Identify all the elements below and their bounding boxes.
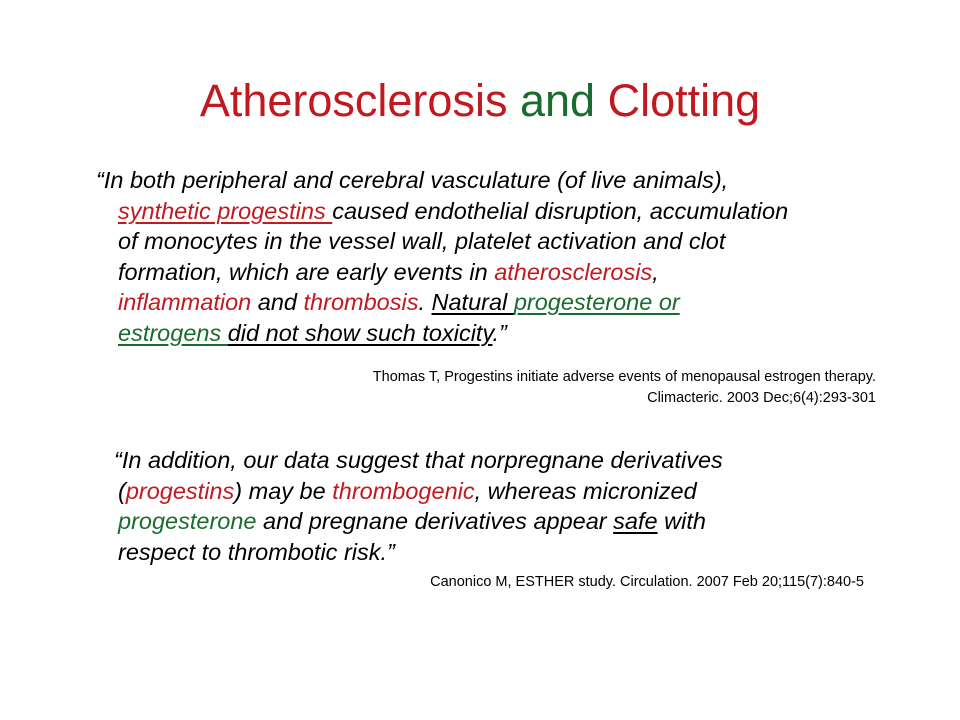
quote-text: and <box>251 289 304 315</box>
term-progesterone-or: progesterone or <box>513 289 680 315</box>
citation-thomas <box>373 367 876 409</box>
term-inflammation: inflammation <box>118 289 252 315</box>
term-no-toxicity: did not show such toxicity <box>227 319 493 346</box>
citation-line: Climacteric. 2003 Dec;6(4):293-301 <box>647 390 876 406</box>
term-progesterone: progesterone <box>118 508 257 534</box>
term-synthetic-progestins: synthetic progestins <box>118 197 333 224</box>
quote-line <box>96 257 788 288</box>
title-word-and: and <box>519 75 596 126</box>
quote-text: and pregnane derivatives appear <box>256 508 614 534</box>
quote-line: of monocytes in the vessel wall, platelet activation and clot <box>118 228 726 254</box>
quote-line: “In both peripheral and cerebral vasculature (of live animals), <box>96 167 729 193</box>
quote-text: ( <box>118 477 126 504</box>
slide-title <box>0 74 960 128</box>
citation-line: Thomas T, Progestins initiate adverse events of menopausal estrogen therapy. <box>372 369 876 385</box>
term-atherosclerosis: atherosclerosis <box>494 258 653 285</box>
title-word-atherosclerosis: Atherosclerosis <box>199 75 508 126</box>
quote-canonico <box>96 445 723 567</box>
quote-text: . <box>418 289 432 315</box>
quote-text: .” <box>492 319 507 346</box>
quote-thomas <box>96 165 788 348</box>
citation-canonico <box>430 572 864 593</box>
citation-line: Canonico M, ESTHER study. Circulation. 2007 Feb 20;115(7):840-5 <box>430 574 864 590</box>
quote-line: respect to thrombotic risk.” <box>118 538 395 565</box>
quote-line <box>96 476 723 507</box>
quote-text: , <box>652 258 659 285</box>
quote-text: ) may be <box>234 477 333 504</box>
term-progestins: progestins <box>125 477 235 504</box>
quote-line: “In addition, our data suggest that norpregnane derivatives <box>114 447 723 473</box>
title-word-clotting: Clotting <box>607 75 761 126</box>
quote-line <box>96 506 723 537</box>
quote-line <box>96 287 788 318</box>
quote-text: , whereas micronized <box>474 477 697 504</box>
term-safe: safe <box>613 508 658 534</box>
quote-line <box>96 318 788 349</box>
quote-text: caused endothelial disruption, accumulation <box>332 197 789 224</box>
term-natural: Natural <box>431 289 514 315</box>
term-estrogens: estrogens <box>118 319 228 346</box>
quote-line <box>96 196 788 227</box>
term-thrombosis: thrombosis <box>303 289 419 315</box>
term-thrombogenic: thrombogenic <box>332 477 475 504</box>
quote-text: with <box>657 508 706 534</box>
quote-text: formation, which are early events in <box>118 258 495 285</box>
